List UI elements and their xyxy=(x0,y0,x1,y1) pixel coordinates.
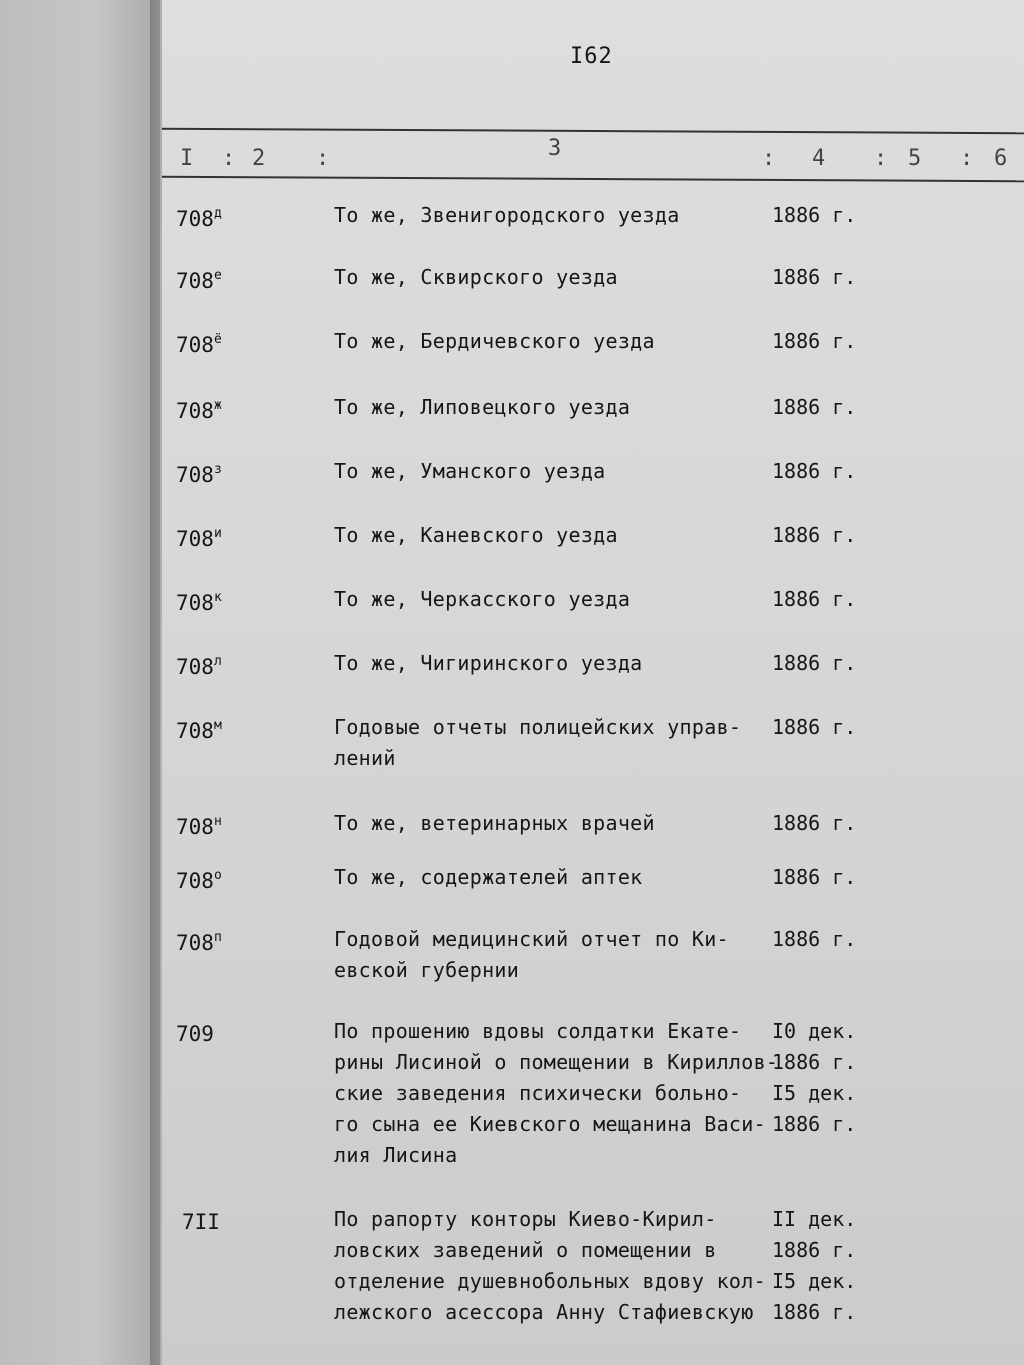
entry-date xyxy=(772,262,872,293)
entry-number xyxy=(182,1210,220,1234)
entry-number xyxy=(176,206,222,231)
entry-number-value: 708 xyxy=(176,869,214,893)
description-line: То же, Уманского уезда xyxy=(334,459,606,483)
column-header-6: 6 xyxy=(994,146,1008,171)
date-line: 1886 г. xyxy=(772,203,857,227)
column-header-5: 5 xyxy=(908,146,922,171)
description-line: отделение душевнобольных вдову кол- xyxy=(334,1269,766,1293)
date-line: 1886 г. xyxy=(772,1238,857,1262)
column-separator: : xyxy=(762,146,776,171)
description-line: евской губернии xyxy=(334,958,520,982)
column-separator: : xyxy=(960,146,974,171)
entry-number-value: 708 xyxy=(176,815,214,839)
description-line: То же, Бердичевского уезда xyxy=(334,329,655,353)
entry-description xyxy=(334,392,764,423)
entry-date xyxy=(772,648,872,679)
entry-date xyxy=(772,456,872,487)
date-line: 1886 г. xyxy=(772,395,857,419)
entry-date xyxy=(772,808,872,839)
entry-number-value: 708 xyxy=(176,527,214,551)
date-line: 1886 г. xyxy=(772,1112,857,1136)
column-header-1: I xyxy=(180,146,194,171)
entry-number-suffix: и xyxy=(213,526,222,541)
date-line: 1886 г. xyxy=(772,1050,857,1074)
page-number: I62 xyxy=(570,44,613,69)
column-header-3: 3 xyxy=(548,136,562,161)
entry-number-suffix: з xyxy=(213,462,222,477)
facing-page-edge xyxy=(0,0,160,1365)
entry-date xyxy=(772,584,872,615)
entry-description xyxy=(334,648,764,679)
entry-number xyxy=(176,868,222,893)
entry-number-value: 709 xyxy=(176,1022,214,1046)
entry-description xyxy=(334,712,764,774)
date-line: 1886 г. xyxy=(772,715,857,739)
date-line: I0 дек. xyxy=(772,1019,857,1043)
date-line: 1886 г. xyxy=(772,265,857,289)
entry-number-suffix: м xyxy=(213,718,222,733)
description-line: То же, Звенигородского уезда xyxy=(334,203,680,227)
description-line: То же, ветеринарных врачей xyxy=(334,811,655,835)
entry-date xyxy=(772,326,872,357)
date-line: 1886 г. xyxy=(772,811,857,835)
description-line: лений xyxy=(334,746,396,770)
entry-date xyxy=(772,924,872,955)
date-line: I5 дек. xyxy=(772,1081,857,1105)
entry-date xyxy=(772,392,872,423)
entry-number-suffix: ж xyxy=(213,398,222,413)
entry-date xyxy=(772,1016,872,1140)
entry-number-suffix: н xyxy=(213,814,222,829)
description-line: По прошению вдовы солдатки Екате- xyxy=(334,1019,742,1043)
description-line: лежского асессора Анну Стафиевскую xyxy=(334,1300,754,1324)
description-line: лия Лисина xyxy=(334,1143,458,1167)
description-line: По рапорту конторы Киево-Кирил- xyxy=(334,1207,717,1231)
entry-description xyxy=(334,200,764,231)
entry-number-suffix: о xyxy=(213,868,222,883)
description-line: Годовой медицинский отчет по Ки- xyxy=(334,927,729,951)
description-line: То же, Черкасского уезда xyxy=(334,587,631,611)
entry-description xyxy=(334,808,764,839)
description-line: То же, Сквирского уезда xyxy=(334,265,618,289)
entry-number-value: 708 xyxy=(176,655,214,679)
entry-number-value: 708 xyxy=(176,333,214,357)
entry-description xyxy=(334,456,764,487)
column-header-4: 4 xyxy=(812,146,826,171)
entry-date xyxy=(772,862,872,893)
entry-number-value: 708 xyxy=(176,591,214,615)
entry-number-value: 708 xyxy=(176,399,214,423)
column-header-2: 2 xyxy=(252,146,266,171)
entry-number xyxy=(176,814,222,839)
date-line: 1886 г. xyxy=(772,865,857,889)
date-line: II дек. xyxy=(772,1207,857,1231)
entry-number xyxy=(176,718,222,743)
entry-date xyxy=(772,520,872,551)
date-line: 1886 г. xyxy=(772,1300,857,1324)
entry-date xyxy=(772,1204,872,1328)
entry-number xyxy=(176,462,222,487)
date-line: 1886 г. xyxy=(772,651,857,675)
description-line: То же, содержателей аптек xyxy=(334,865,643,889)
description-line: рины Лисиной о помещении в Кириллов- xyxy=(334,1050,779,1074)
description-line: То же, Чигиринского уезда xyxy=(334,651,643,675)
description-line: То же, Каневского уезда xyxy=(334,523,618,547)
entry-number xyxy=(176,526,222,551)
entry-number-suffix: е xyxy=(213,268,222,283)
date-line: 1886 г. xyxy=(772,587,857,611)
entry-description xyxy=(334,862,764,893)
date-line: I5 дек. xyxy=(772,1269,857,1293)
entry-description xyxy=(334,326,764,357)
entry-number-value: 7II xyxy=(182,1210,220,1234)
entry-number-suffix: д xyxy=(213,206,222,221)
column-separator: : xyxy=(222,146,236,171)
entry-description xyxy=(334,262,764,293)
date-line: 1886 г. xyxy=(772,329,857,353)
entry-number-value: 708 xyxy=(176,463,214,487)
entry-number-suffix: к xyxy=(213,590,222,605)
entry-description xyxy=(334,1016,779,1171)
entry-description xyxy=(334,520,764,551)
entry-date xyxy=(772,712,872,743)
entry-number-suffix: ё xyxy=(213,332,222,347)
entry-description xyxy=(334,584,764,615)
entry-number-suffix: л xyxy=(213,654,222,669)
entry-number xyxy=(176,1022,214,1046)
entry-description xyxy=(334,924,764,986)
entry-number xyxy=(176,332,222,357)
date-line: 1886 г. xyxy=(772,927,857,951)
entry-number-value: 708 xyxy=(176,719,214,743)
entry-number xyxy=(176,268,222,293)
column-separator: : xyxy=(874,146,888,171)
description-line: То же, Липовецкого уезда xyxy=(334,395,631,419)
entry-number-value: 708 xyxy=(176,931,214,955)
date-line: 1886 г. xyxy=(772,523,857,547)
entry-number xyxy=(176,398,222,423)
description-line: ские заведения психически больно- xyxy=(334,1081,742,1105)
entry-number xyxy=(176,930,222,955)
description-line: ловских заведений о помещении в xyxy=(334,1238,717,1262)
entry-number xyxy=(176,590,222,615)
description-line: Годовые отчеты полицейских управ- xyxy=(334,715,742,739)
column-separator: : xyxy=(316,146,330,171)
entry-number-value: 708 xyxy=(176,207,214,231)
entry-date xyxy=(772,200,872,231)
date-line: 1886 г. xyxy=(772,459,857,483)
entry-description xyxy=(334,1204,764,1328)
entry-number-suffix: п xyxy=(213,930,222,945)
description-line: го сына ее Киевского мещанина Васи- xyxy=(334,1112,766,1136)
entry-number xyxy=(176,654,222,679)
entry-number-value: 708 xyxy=(176,269,214,293)
